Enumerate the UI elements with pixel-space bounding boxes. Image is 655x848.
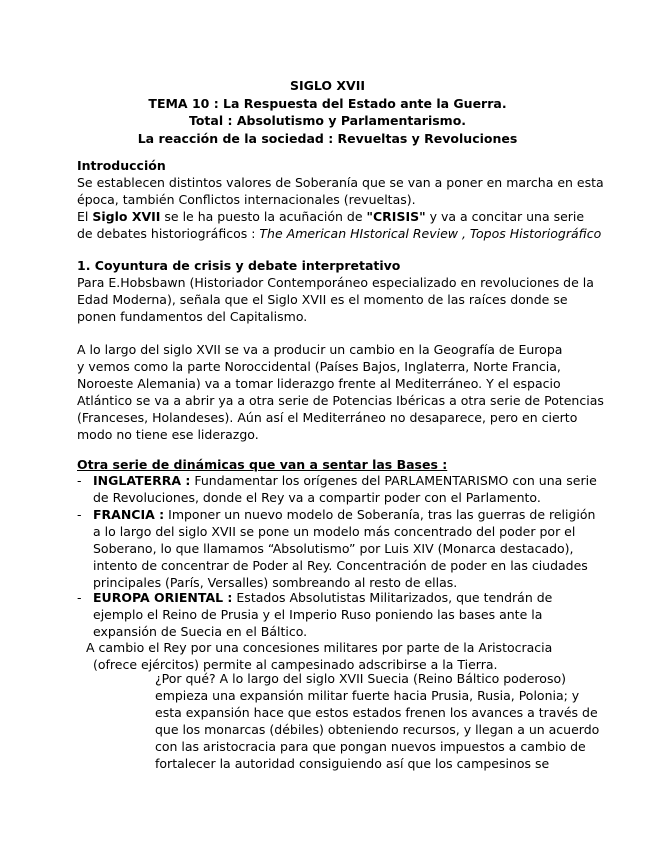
intro-heading: Introducción	[77, 158, 166, 173]
text-run: de debates historiográficos :	[77, 226, 260, 241]
francia-label: FRANCIA :	[93, 507, 165, 522]
section1-heading: 1. Coyuntura de crisis y debate interpretativo	[77, 258, 401, 273]
porque-line: esta expansión hace que estos estados frenen los avances a través de	[155, 705, 598, 720]
cambio-line: (ofrece ejércitos) permite al campesinado adscribirse a la Tierra.	[93, 657, 498, 672]
section1-text-line: y vemos como la parte Noroccidental (Países Bajos, Inglaterra, Norte Francia,	[77, 359, 561, 374]
title-reaction: La reacción de la sociedad : Revueltas y Revoluciones	[137, 130, 518, 146]
intro-text-line: época, también Conflictos internacionales (revueltas).	[77, 192, 416, 207]
section1-text-line: modo no tiene ese liderazgo.	[77, 427, 259, 442]
section1-text-line: Para E.Hobsbawn (Historiador Contemporáneo especializado en revoluciones de la	[77, 275, 594, 290]
porque-line: que los monarcas (débiles) obteniendo recursos, y llegan a un acuerdo	[155, 722, 600, 737]
bullet-dash: -	[77, 590, 82, 605]
europa-label: EUROPA ORIENTAL :	[93, 590, 233, 605]
section1-text-line: Atlántico se va a abrir ya a otra serie de Potencias Ibéricas a otra serie de Potencias	[77, 393, 604, 408]
title-subtopic: Total : Absolutismo y Parlamentarismo.	[188, 113, 467, 128]
text-run: Estados Absolutistas Militarizados, que tendrán de	[232, 590, 553, 605]
section1-text-line: Edad Moderna), señala que el Siglo XVII es el momento de las raíces donde se	[77, 292, 568, 307]
title-block	[0, 77, 655, 147]
inglaterra-line: de Revoluciones, donde el Rey va a compartir poder con el Parlamento.	[93, 490, 541, 505]
intro-debates-line	[77, 226, 601, 243]
europa-line: expansión de Suecia en el Báltico.	[93, 624, 308, 639]
section1-text-line: (Franceses, Holandeses). Aún así el Mediterráneo no desaparece, pero en cierto	[77, 410, 578, 425]
bullet-dash: -	[77, 507, 82, 522]
crisis-bold: "CRISIS"	[366, 209, 426, 224]
francia-line: a lo largo del siglo XVII se pone un modelo más concentrado del poder por el	[93, 524, 576, 539]
cambio-line: A cambio el Rey por una concesiones militares por parte de la Aristocracia	[86, 640, 553, 655]
francia-line: intento de concentrar de Poder al Rey. Concentración de poder en las ciudades	[93, 558, 588, 573]
porque-line: con las aristocracia para que pongan nuevos impuestos a cambio de	[155, 739, 586, 754]
inglaterra-label: INGLATERRA :	[93, 473, 191, 488]
text-run: y va a concitar una serie	[425, 209, 585, 224]
europa-line	[93, 590, 552, 607]
title-topic: TEMA 10 : La Respuesta del Estado ante la Guerra.	[148, 95, 507, 111]
francia-line	[93, 507, 595, 524]
section1-text-line: Noroeste Alemania) va a tomar liderazgo frente al Mediterráneo. Y el espacio	[77, 376, 561, 391]
intro-crisis-line	[77, 209, 584, 226]
porque-line: empieza una expansión militar fuerte hacia Prusia, Rusia, Polonia; y	[155, 688, 580, 703]
section1-text-line: A lo largo del siglo XVII se va a producir un cambio en la Geografía de Europa	[77, 342, 563, 357]
title-century: SIGLO XVII	[289, 78, 366, 93]
dynamics-heading: Otra serie de dinámicas que van a sentar las Bases :	[77, 457, 448, 472]
porque-line: fortalecer la autoridad consiguiendo así que los campesinos se	[155, 756, 550, 771]
francia-line: principales (París, Versalles) sombreando al resto de ellas.	[93, 575, 458, 590]
bullet-dash: -	[77, 473, 82, 488]
porque-line: ¿Por qué? A lo largo del siglo XVII Suecia (Reino Báltico poderoso)	[155, 671, 566, 686]
francia-line: Soberano, lo que llamamos “Absolutismo” por Luis XIV (Monarca destacado),	[93, 541, 574, 556]
europa-line: ejemplo el Reino de Prusia y el Imperio Ruso poniendo las bases ante la	[93, 607, 543, 622]
siglo-xvii-bold: Siglo XVII	[92, 209, 161, 224]
text-run: Fundamentar los orígenes del PARLAMENTARISMO con una serie	[190, 473, 597, 488]
journals-italic: The American HIstorical Review , Topos Historiográfico	[259, 226, 602, 241]
intro-text-line: Se establecen distintos valores de Soberanía que se van a poner en marcha en esta	[77, 175, 604, 190]
text-run: Imponer un nuevo modelo de Soberanía, tras las guerras de religión	[164, 507, 596, 522]
text-run: El	[77, 209, 93, 224]
text-run: se le ha puesto la acuñación de	[160, 209, 367, 224]
section1-text-line: ponen fundamentos del Capitalismo.	[77, 309, 308, 324]
inglaterra-line	[93, 473, 597, 490]
